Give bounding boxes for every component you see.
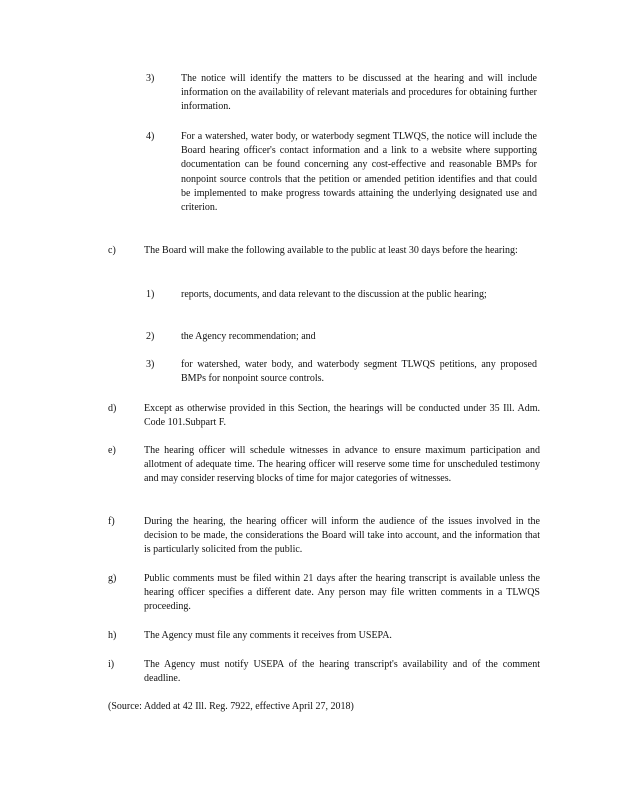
item-text: The Agency must notify USEPA of the hearing transcript's availability and of the comment deadline. xyxy=(144,659,540,685)
source-note: (Source: Added at 42 Ill. Reg. 7922, effective April 27, 2018) xyxy=(108,701,354,712)
item-text: reports, documents, and data relevant to the discussion at the public hearing; xyxy=(181,289,487,300)
item-text: During the hearing, the hearing officer will inform the audience of the issues involved in the decision to be made, the considerations the Board will take into account, and the information that is particularly solicited from the public. xyxy=(144,516,540,556)
item-label: 2) xyxy=(146,331,155,342)
item-label: 3) xyxy=(146,73,155,84)
item-text: Public comments must be filed within 21 days after the hearing transcript is available unless the hearing officer specifies a different date. Any person may file written comments in a TLWQS proceeding. xyxy=(144,573,540,613)
item-label: 3) xyxy=(146,359,155,370)
item-text: Except as otherwise provided in this Section, the hearings will be conducted under 35 Ill. Adm. Code 101.Subpart F. xyxy=(144,403,540,429)
item-text: The Agency must file any comments it receives from USEPA. xyxy=(144,630,392,641)
item-label: h) xyxy=(108,630,117,641)
item-label: g) xyxy=(108,573,117,584)
item-label: 1) xyxy=(146,289,155,300)
item-label: i) xyxy=(108,659,115,670)
item-text: for watershed, water body, and waterbody segment TLWQS petitions, any proposed BMPs for nonpoint source controls. xyxy=(181,359,537,385)
item-label: f) xyxy=(108,516,115,527)
item-text: The hearing officer will schedule witnesses in advance to ensure maximum participation and allotment of adequate time. The hearing officer will reserve some time for unscheduled testimony and may consider reserving blocks of time for major categories of witnesses. xyxy=(144,445,540,485)
item-label: d) xyxy=(108,403,117,414)
item-text: the Agency recommendation; and xyxy=(181,331,316,342)
item-label: c) xyxy=(108,245,116,256)
item-text: The Board will make the following available to the public at least 30 days before the hearing: xyxy=(144,245,518,256)
item-label: e) xyxy=(108,445,116,456)
item-label: 4) xyxy=(146,131,155,142)
item-text: The notice will identify the matters to be discussed at the hearing and will include information on the availability of relevant materials and procedures for obtaining further information. xyxy=(181,73,537,113)
item-text: For a watershed, water body, or waterbody segment TLWQS, the notice will include the Board hearing officer's contact information and a link to a website where supporting documentation can be found concerning any cost-effective and reasonable BMPs for nonpoint source controls that the petition or amended petition identifies and that could be implemented to make progress towards attaining the underlying designated use and criterion. xyxy=(181,131,537,214)
